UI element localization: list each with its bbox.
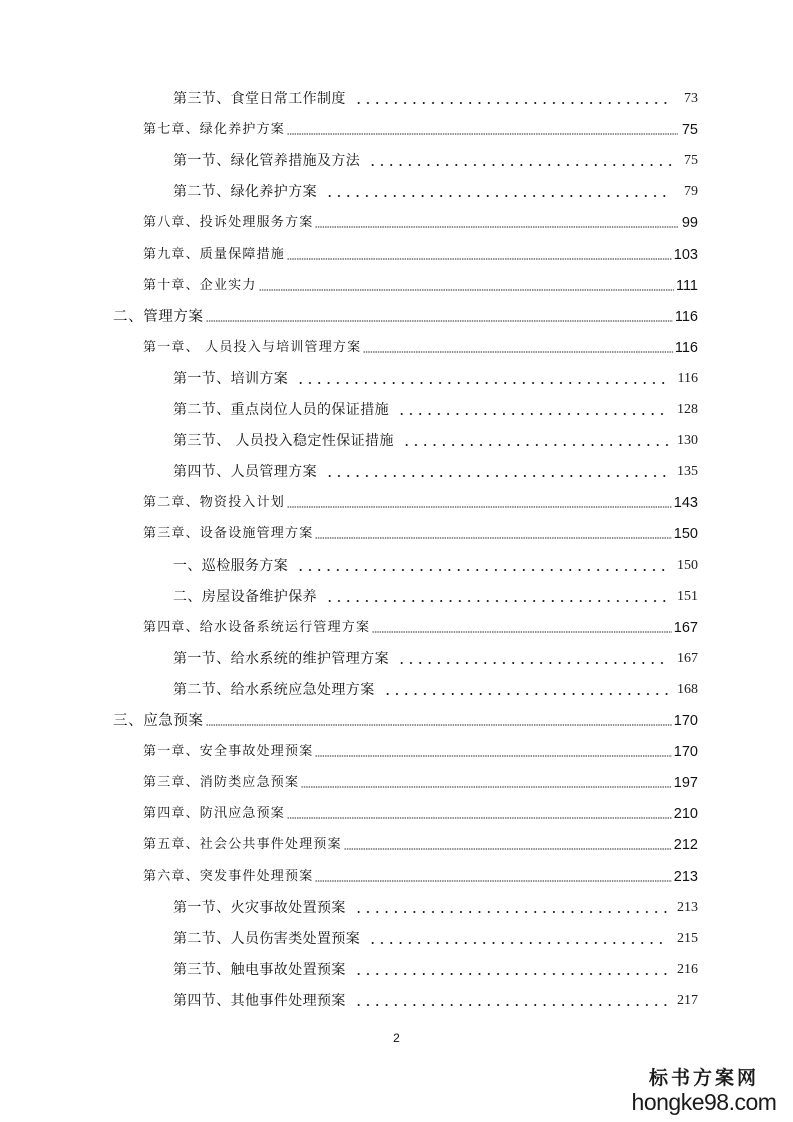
toc-entry[interactable] xyxy=(143,212,698,234)
toc-entry-title: 第八章、投诉处理服务方案 xyxy=(143,215,314,231)
toc-entry[interactable] xyxy=(143,803,698,825)
toc-dot-leader xyxy=(325,195,672,197)
toc-entry[interactable] xyxy=(143,523,698,545)
toc-entry[interactable] xyxy=(143,492,698,514)
toc-entry-page-number: 216 xyxy=(677,961,698,977)
toc-entry-page-number: 99 xyxy=(681,215,698,232)
toc-dot-leader xyxy=(354,1004,669,1006)
toc-entry-page-number: 130 xyxy=(677,433,698,449)
toc-entry[interactable] xyxy=(173,461,698,483)
toc-entry-title: 第六章、突发事件处理预案 xyxy=(143,868,314,884)
toc-dot-leader xyxy=(344,848,672,850)
toc-entry[interactable] xyxy=(143,772,698,794)
toc-entry-page-number: 167 xyxy=(673,619,698,636)
toc-entry-title: 第一章、安全事故处理预案 xyxy=(143,744,314,760)
toc-entry-title: 第二节、绿化养护方案 xyxy=(173,184,317,201)
toc-entry[interactable] xyxy=(173,897,698,919)
toc-entry[interactable] xyxy=(173,399,698,421)
toc-entry-page-number: 73 xyxy=(684,91,698,106)
toc-dot-leader xyxy=(287,506,672,508)
toc-entry-page-number: 168 xyxy=(677,681,698,697)
toc-entry-title: 第三节、 人员投入稳定性保证措施 xyxy=(173,433,394,450)
toc-dot-leader xyxy=(287,817,672,819)
toc-dot-leader xyxy=(397,413,669,415)
toc-entry-title: 第二节、给水系统应急处理方案 xyxy=(173,681,375,698)
toc-entry-title: 第三节、触电事故处置预案 xyxy=(173,961,346,978)
toc-entry[interactable] xyxy=(173,368,698,390)
toc-entry-page-number: 116 xyxy=(674,339,698,356)
toc-dot-leader xyxy=(287,258,672,260)
toc-entry[interactable] xyxy=(143,337,698,359)
toc-entry-page-number: 151 xyxy=(677,588,698,604)
toc-dot-leader xyxy=(402,444,669,446)
toc-entry-page-number: 79 xyxy=(684,184,698,200)
toc-entry-title: 第二节、重点岗位人员的保证措施 xyxy=(173,402,389,418)
toc-entry-page-number: 128 xyxy=(677,402,698,417)
toc-entry-title: 第十章、企业实力 xyxy=(143,277,257,293)
toc-entry-title: 第四节、其他事件处理预案 xyxy=(173,992,346,1009)
toc-entry[interactable] xyxy=(143,866,698,888)
toc-entry-page-number: 75 xyxy=(681,122,698,139)
toc-entry-title: 第二章、物资投入计划 xyxy=(143,495,286,511)
toc-entry[interactable] xyxy=(173,150,698,172)
toc-entry[interactable] xyxy=(173,679,698,701)
toc-dot-leader xyxy=(301,786,672,788)
toc-entry[interactable] xyxy=(173,990,698,1012)
toc-entry-title: 第九章、质量保障措施 xyxy=(143,246,286,262)
toc-entry[interactable] xyxy=(173,586,698,608)
toc-entry-title: 第三章、设备设施管理方案 xyxy=(143,526,314,542)
toc-dot-leader xyxy=(315,226,678,228)
toc-entry-title: 第四章、给水设备系统运行管理方案 xyxy=(143,619,371,635)
toc-entry[interactable] xyxy=(143,275,698,297)
toc-entry[interactable] xyxy=(173,928,698,950)
toc-entry-title: 第一节、绿化管养措施及方法 xyxy=(173,153,361,170)
toc-entry[interactable] xyxy=(173,430,698,452)
toc-entry-page-number: 116 xyxy=(674,308,698,325)
toc-dot-leader xyxy=(315,755,671,757)
toc-entry-page-number: 213 xyxy=(673,868,698,885)
toc-entry-title: 二、房屋设备维护保养 xyxy=(173,588,317,605)
toc-entry-title: 第三章、消防类应急预案 xyxy=(143,775,300,791)
toc-entry-title: 第一章、 人员投入与培训管理方案 xyxy=(143,339,362,355)
toc-entry[interactable] xyxy=(173,181,698,203)
toc-entry-page-number: 150 xyxy=(673,526,698,543)
toc-entry-page-number: 213 xyxy=(677,899,698,915)
toc-entry-page-number: 143 xyxy=(673,495,698,512)
toc-dot-leader xyxy=(368,942,669,944)
toc-dot-leader xyxy=(354,102,672,104)
toc-entry[interactable] xyxy=(113,306,698,328)
toc-dot-leader xyxy=(368,164,672,166)
toc-dot-leader xyxy=(206,320,673,322)
toc-dot-leader xyxy=(325,600,669,602)
toc-dot-leader xyxy=(206,724,672,726)
toc-entry-title: 第四章、防汛应急预案 xyxy=(143,806,286,822)
page-number: 2 xyxy=(393,1031,400,1045)
toc-entry[interactable] xyxy=(173,88,698,110)
watermark-title: 标书方案网 xyxy=(648,1067,759,1089)
toc-dot-leader xyxy=(372,631,672,633)
toc-entry[interactable] xyxy=(173,648,698,670)
toc-entry-title: 三、应急预案 xyxy=(113,713,204,729)
toc-entry-title: 一、巡检服务方案 xyxy=(173,557,289,574)
toc-entry-page-number: 215 xyxy=(677,930,698,946)
toc-entry-page-number: 116 xyxy=(677,370,698,386)
toc-dot-leader xyxy=(296,569,669,571)
toc-dot-leader xyxy=(287,133,678,135)
toc-entry-page-number: 75 xyxy=(684,153,698,169)
toc-entry-page-number: 212 xyxy=(673,837,698,854)
toc-dot-leader xyxy=(315,880,671,882)
toc-dot-leader xyxy=(315,537,671,539)
toc-entry-title: 二、管理方案 xyxy=(113,308,204,325)
toc-entry-page-number: 111 xyxy=(675,277,698,294)
toc-entry[interactable] xyxy=(143,741,698,763)
toc-entry-page-number: 135 xyxy=(677,464,698,480)
site-watermark xyxy=(629,1066,779,1114)
toc-entry[interactable] xyxy=(143,834,698,856)
toc-entry-page-number: 217 xyxy=(677,992,698,1008)
toc-entry[interactable] xyxy=(143,244,698,266)
toc-entry[interactable] xyxy=(113,710,698,732)
toc-entry-page-number: 167 xyxy=(677,650,698,666)
toc-entry-title: 第七章、绿化养护方案 xyxy=(143,122,286,138)
toc-entry[interactable] xyxy=(143,119,698,141)
toc-entry[interactable] xyxy=(143,617,698,639)
toc-entry-title: 第三节、食堂日常工作制度 xyxy=(173,91,346,107)
toc-entry-page-number: 197 xyxy=(673,775,698,792)
toc-dot-leader xyxy=(354,911,669,913)
toc-entry-page-number: 150 xyxy=(677,557,698,573)
toc-dot-leader xyxy=(325,475,669,477)
toc-dot-leader xyxy=(354,973,669,975)
toc-entry-title: 第一节、给水系统的维护管理方案 xyxy=(173,650,389,667)
toc-entry-page-number: 210 xyxy=(673,806,698,823)
toc-entry-title: 第五章、社会公共事件处理预案 xyxy=(143,837,342,853)
toc-dot-leader xyxy=(296,382,669,384)
toc-dot-leader xyxy=(383,693,669,695)
toc-dot-leader xyxy=(259,289,674,291)
toc-entry-title: 第一节、培训方案 xyxy=(173,370,289,387)
toc-entry-page-number: 170 xyxy=(673,744,698,761)
toc-dot-leader xyxy=(363,351,673,353)
toc-entry-title: 第四节、人员管理方案 xyxy=(173,464,317,481)
toc-entry[interactable] xyxy=(173,959,698,981)
toc-entry-title: 第二节、人员伤害类处置预案 xyxy=(173,930,361,947)
watermark-url: hongke98.com xyxy=(631,1089,777,1115)
toc-entry[interactable] xyxy=(173,555,698,577)
toc-entry-page-number: 170 xyxy=(673,713,698,729)
toc-dot-leader xyxy=(397,662,669,664)
toc-entry-title: 第一节、火灾事故处置预案 xyxy=(173,899,346,916)
toc-entry-page-number: 103 xyxy=(673,246,698,263)
